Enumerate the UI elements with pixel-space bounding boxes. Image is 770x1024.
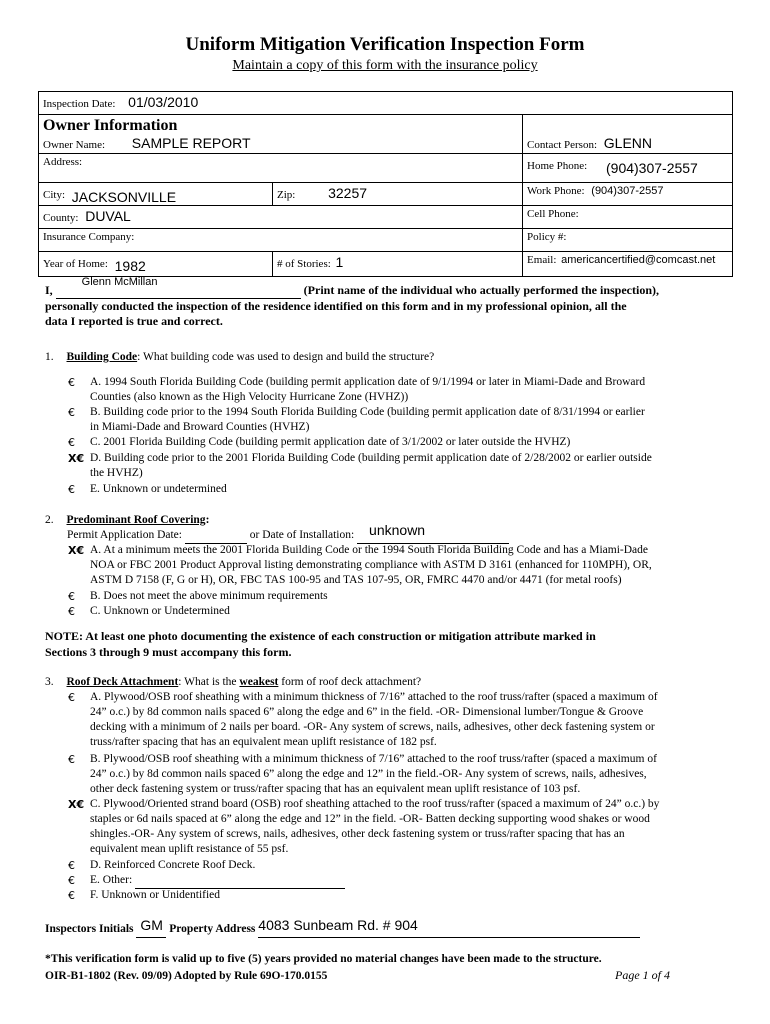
checkbox-icon[interactable]: €	[68, 753, 75, 766]
certification-text-3: data I reported is true and correct.	[45, 314, 223, 328]
address-label: Address:	[43, 156, 83, 168]
q1-question	[45, 350, 730, 365]
inspector-initials-label: Inspectors Initials	[45, 923, 134, 935]
photo-note: NOTE: At least one photo documenting the existence of each construction or mitigation attribute marked in Sections 3 through 9 must accompany this form.	[45, 629, 596, 659]
q1-option-d[interactable]: X€ D. Building code prior to the 2001 Florida Building Code (building permit application date of 2/28/2002 or earlier outside the HVHZ)	[68, 452, 652, 479]
checked-checkbox-icon[interactable]: X€	[68, 452, 85, 465]
inspector-initials-field[interactable]	[136, 917, 166, 938]
q1-question-text: : What building code was used to design and build the structure?	[137, 351, 435, 363]
email-label: Email:	[527, 254, 557, 266]
q1-option-b[interactable]: € B. Building code prior to the 1994 South Florida Building Code (building permit application date of 8/31/1994 or earlier in Miami-Dade and Broward Counties (HVHZ)	[68, 406, 645, 433]
stories-label: # of Stories:	[277, 258, 331, 270]
contact-person-value[interactable]: GLENN	[603, 135, 652, 151]
checkbox-icon[interactable]: €	[68, 376, 75, 389]
footer-initials-address	[45, 917, 730, 938]
q1-number: 1.	[45, 351, 54, 363]
policy-number-label: Policy #:	[527, 231, 567, 243]
q3-number: 3.	[45, 676, 54, 688]
property-address-field[interactable]	[258, 917, 640, 938]
q1-option-e[interactable]: € E. Unknown or undetermined	[68, 483, 227, 496]
form-id: OIR-B1-1802 (Rev. 09/09) Adopted by Rule 69O-170.0155	[45, 970, 328, 982]
q3-option-c[interactable]: X€ C. Plywood/Oriented strand board (OSB) roof sheathing attached to the roof truss/rafter (spaced a maximum of 24” o.c.) by staples or 6d nails spaced at 6” along the edge and 12” in the field. -OR- Batten decking supporting wood shakes or wood shingles.-OR- Any system of screws, nails, adhesives, other deck fastening system or truss/rafter spacing that has an equivalent mean uplift resistance of 55 psf.	[68, 798, 660, 855]
owner-name-value[interactable]: SAMPLE REPORT	[131, 135, 251, 151]
form-title: Uniform Mitigation Verification Inspection Form	[185, 34, 585, 55]
q1-option-a[interactable]: € A. 1994 South Florida Building Code (building permit application date of 9/1/1994 or later in Miami-Dade and Broward Counties (also known as the High Velocity Hurricane Zone (HVHZ))	[68, 376, 646, 403]
certification-text-1: (Print name of the individual who actually performed the inspection),	[303, 283, 659, 297]
inspection-date-label: Inspection Date:	[43, 98, 116, 110]
checkbox-icon[interactable]: €	[68, 406, 75, 419]
checked-checkbox-icon[interactable]: X€	[68, 544, 85, 557]
checkbox-icon[interactable]: €	[68, 691, 75, 704]
zip-value[interactable]: 32257	[328, 185, 368, 201]
inspector-name-value[interactable]: Glenn McMillan	[81, 276, 158, 288]
year-of-home-label: Year of Home:	[43, 258, 108, 270]
certification-prefix: I,	[45, 283, 53, 297]
home-phone-value[interactable]: (904)307-2557	[606, 160, 698, 176]
email-value[interactable]: americancertified@comcast.net	[561, 254, 716, 266]
checkbox-icon[interactable]: €	[68, 859, 75, 872]
permit-date-field[interactable]	[185, 528, 247, 544]
work-phone-value[interactable]: (904)307-2557	[591, 185, 664, 197]
county-value[interactable]: DUVAL	[85, 208, 131, 224]
certification-statement	[45, 276, 730, 329]
form-subtitle: Maintain a copy of this form with the insurance policy	[232, 58, 538, 73]
city-value[interactable]: JACKSONVILLE	[71, 189, 177, 205]
contact-person-label: Contact Person:	[527, 139, 598, 151]
checkbox-icon[interactable]: €	[68, 605, 75, 618]
work-phone-label: Work Phone:	[527, 185, 585, 197]
q2-option-b[interactable]: € B. Does not meet the above minimum requirements	[68, 590, 328, 603]
insurance-company-label: Insurance Company:	[43, 231, 135, 243]
property-address-label: Property Address	[169, 923, 256, 935]
inspection-date-value[interactable]: 01/03/2010	[128, 94, 199, 110]
q3-option-d[interactable]: € D. Reinforced Concrete Roof Deck.	[68, 859, 256, 872]
other-field[interactable]	[135, 873, 345, 889]
q2-option-c[interactable]: € C. Unknown or Undetermined	[68, 605, 230, 618]
q2-question: 2. Predominant Roof Covering: Permit Application Date: or Date of Installation: unknown	[45, 513, 730, 544]
checkbox-icon[interactable]: €	[68, 874, 75, 887]
install-date-value[interactable]: unknown	[369, 522, 426, 538]
q3-option-f[interactable]: € F. Unknown or Unidentified	[68, 889, 221, 902]
q2-option-a[interactable]: X€ A. At a minimum meets the 2001 Florida Building Code or the 1994 South Florida Building Code and has a Miami-Dade NOA or FBC 2001 Product Approval listing demonstrating compliance with ASTM D 3161 (enhanced for 110MPH), OR, ASTM D 7158 (F, G or H), OR, FBC TAS 100-95 and TAS 107-95, OR, FMRC 4470 and/or 4471 (for metal roofs)	[68, 544, 652, 586]
q3-option-e[interactable]: € E. Other:	[68, 873, 728, 889]
cell-phone-label: Cell Phone:	[527, 208, 579, 220]
owner-name-label: Owner Name:	[43, 139, 106, 151]
inspector-initials-value[interactable]: GM	[140, 917, 163, 933]
permit-date-label: Permit Application Date:	[67, 529, 182, 541]
county-label: County:	[43, 212, 79, 224]
validity-statement: *This verification form is valid up to five (5) years provided no material changes have been made to the structure.	[45, 953, 602, 965]
page-number: Page 1 of 4	[615, 968, 670, 982]
checkbox-icon[interactable]: €	[68, 889, 75, 902]
q3-heading: Roof Deck Attachment	[66, 676, 179, 688]
zip-label: Zip:	[277, 189, 296, 201]
checked-checkbox-icon[interactable]: X€	[68, 798, 85, 811]
owner-information-heading: Owner Information	[43, 117, 178, 134]
city-label: City:	[43, 189, 66, 201]
q2-heading: Predominant Roof Covering	[66, 514, 206, 526]
certification-text-2: personally conducted the inspection of the residence identified on this form and in my professional opinion, all the	[45, 299, 627, 313]
home-phone-label: Home Phone:	[527, 160, 588, 172]
checkbox-icon[interactable]: €	[68, 483, 75, 496]
q2-number: 2.	[45, 514, 54, 526]
q3-option-a[interactable]: € A. Plywood/OSB roof sheathing with a minimum thickness of 7/16” attached to the roof truss/rafter (spaced a maximum of 24” o.c.) by 8d common nails spaced 6” along the edge and 6” in the field. -OR- Dimensional lumber/Tongue & Groove decking with a minimum of 2 nails per board. -OR- Any system of screws, nails, adhesives, other deck fastening system or truss/rafter spacing that has an equivalent mean uplift resistance of 182 psf.	[68, 691, 658, 748]
checkbox-icon[interactable]: €	[68, 436, 75, 449]
q3-question: 3. Roof Deck Attachment: What is the weakest form of roof deck attachment?	[45, 676, 422, 688]
stories-value[interactable]: 1	[335, 254, 344, 270]
q3-option-b[interactable]: € B. Plywood/OSB roof sheathing with a minimum thickness of 7/16” attached to the roof truss/rafter (spaced a maximum of 24” o.c.) by 8d common nails spaced 6” along the edge and 12” in the field.-OR- Any system of screws, nails, adhesives, other deck fastening system or truss/rafter spacing that has an equivalent mean uplift resistance of 103 psf.	[68, 753, 657, 795]
q1-heading: Building Code	[66, 351, 138, 363]
checkbox-icon[interactable]: €	[68, 590, 75, 603]
owner-information-table	[38, 91, 733, 277]
install-date-label: or Date of Installation:	[249, 529, 355, 541]
q1-option-c[interactable]: € C. 2001 Florida Building Code (building permit application date of 3/1/2002 or later outside the HVHZ)	[68, 436, 571, 449]
install-date-field[interactable]	[357, 522, 509, 544]
year-of-home-value[interactable]: 1982	[114, 258, 146, 274]
property-address-value[interactable]: 4083 Sunbeam Rd. # 904	[258, 917, 418, 933]
